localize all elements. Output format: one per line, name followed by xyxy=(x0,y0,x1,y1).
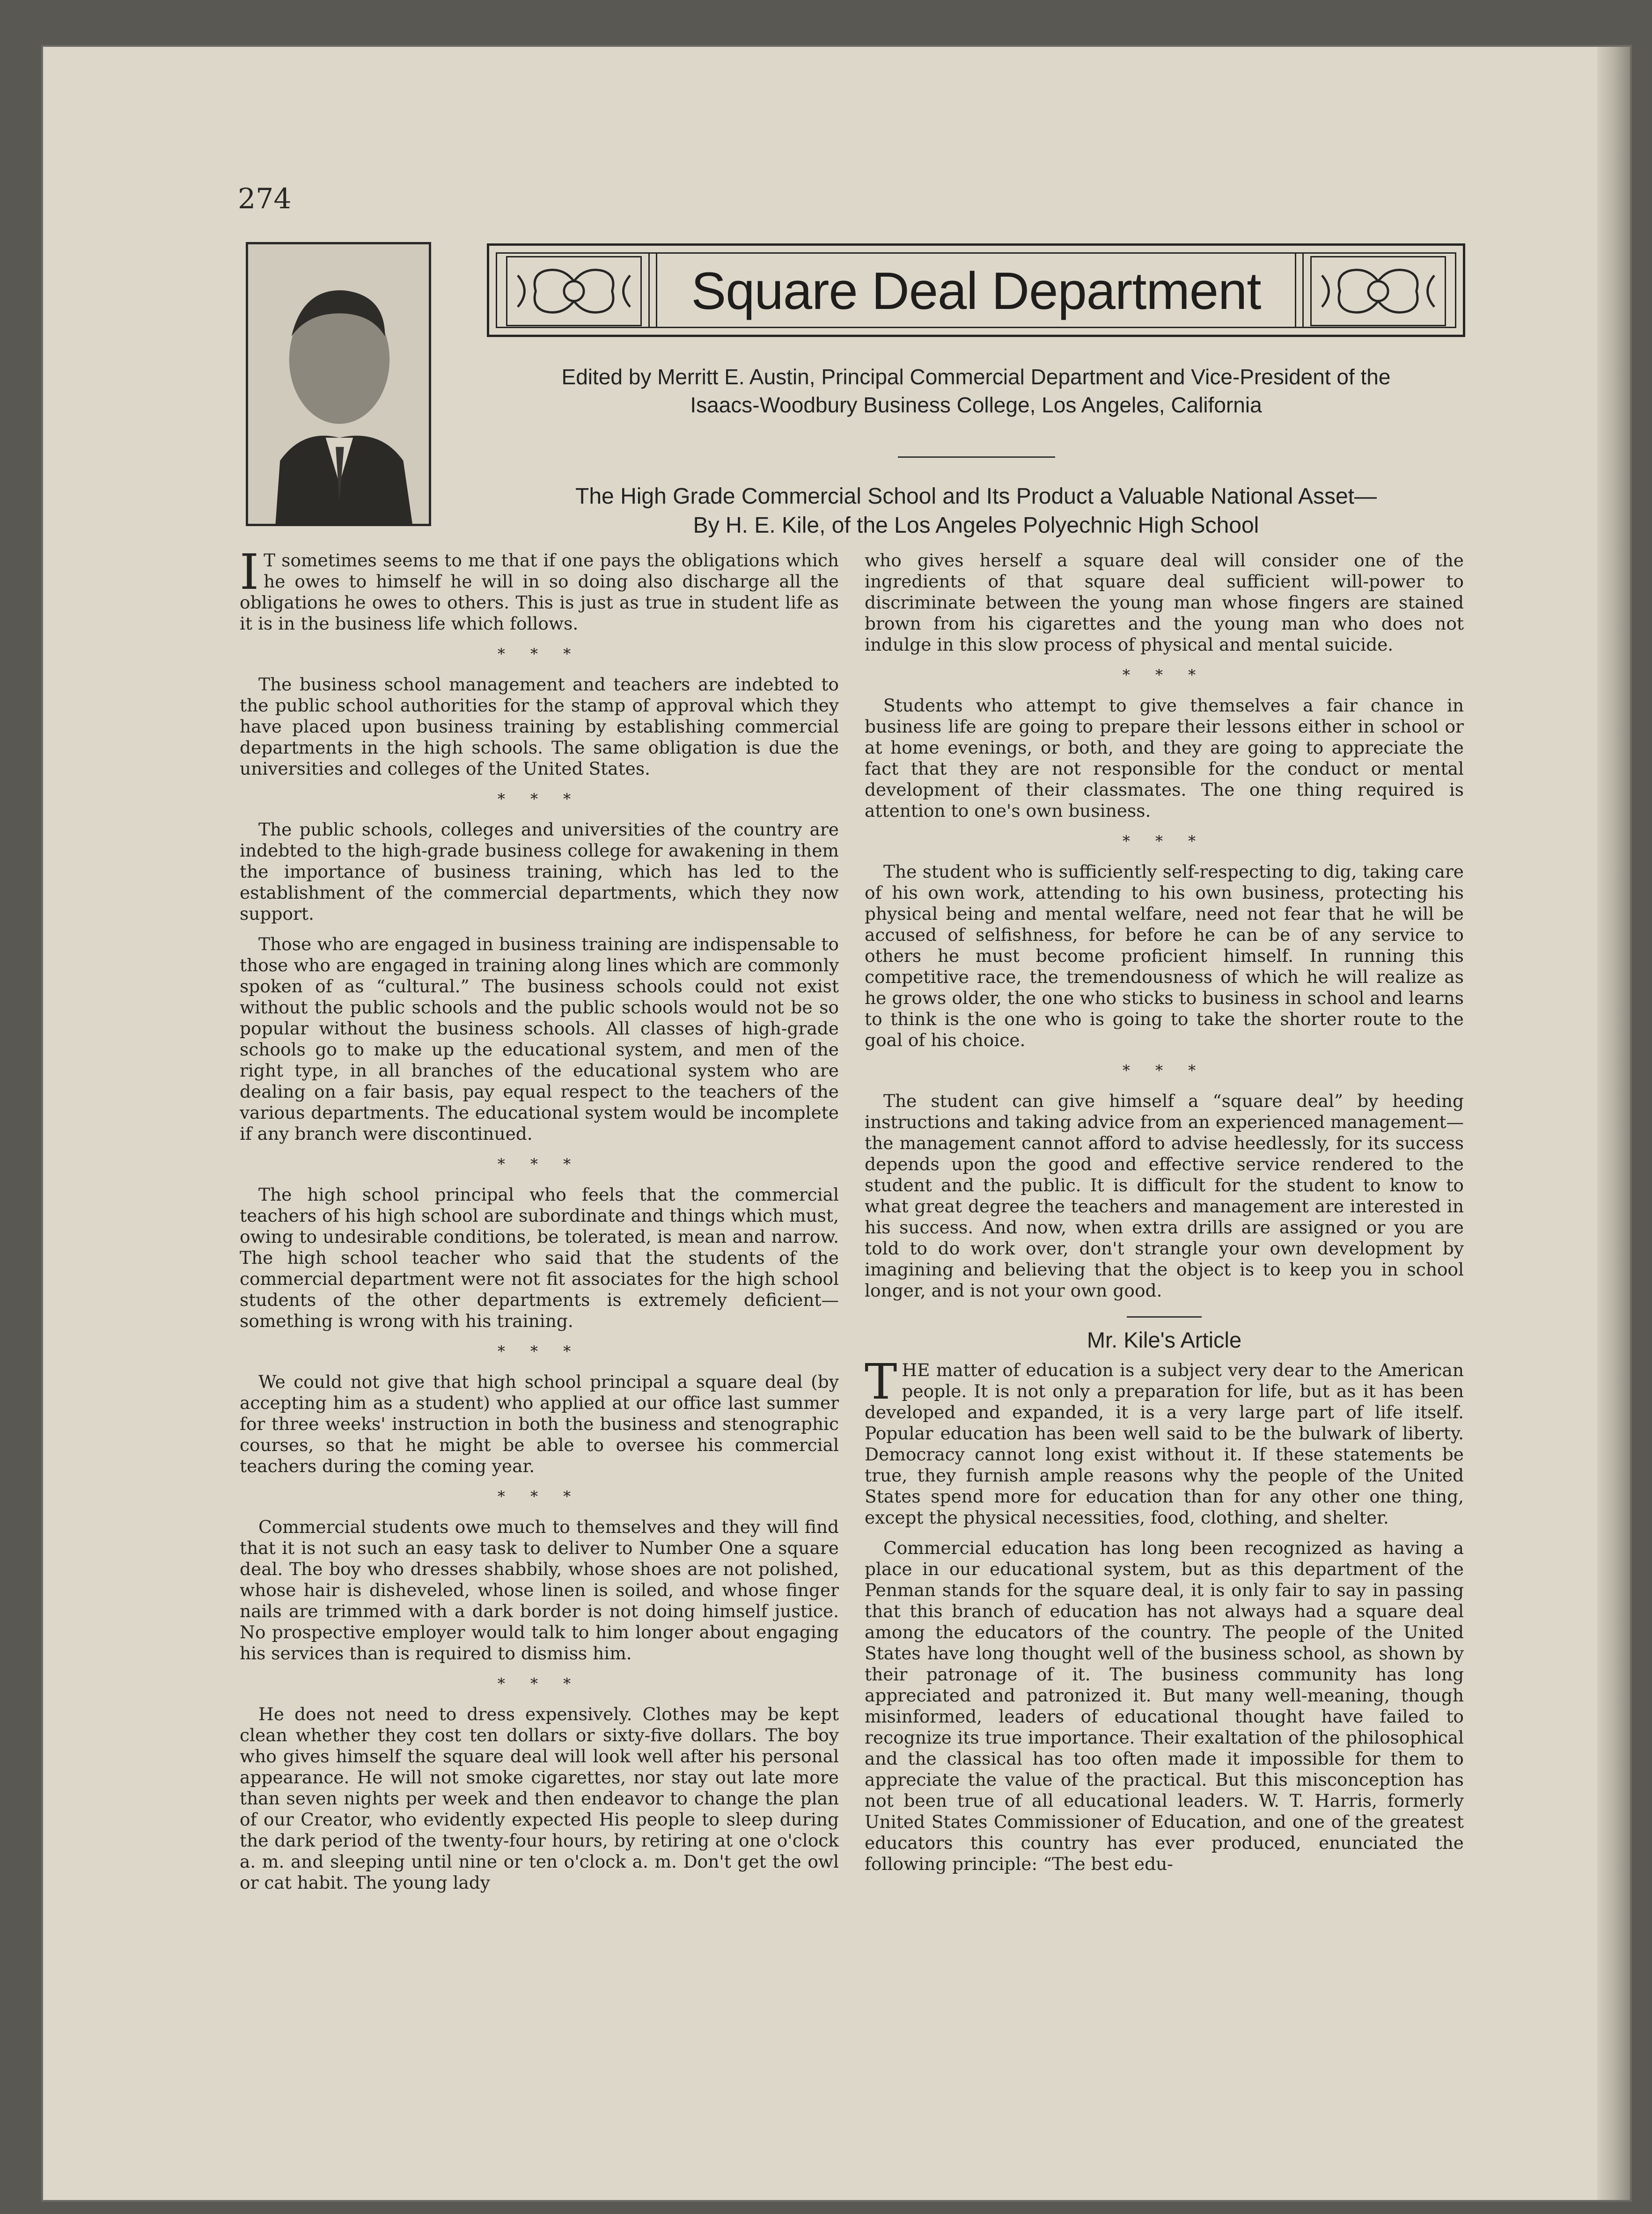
floral-ornament-icon xyxy=(506,256,642,326)
paragraph: Commercial education has long been recognized as having a place in our educational system, but as this department of the Penman stands for the square deal, it is only fair to say in passing that this branch of education has not always had a square deal among the educators of the country. The people of the United States have long thought well of the business school, as shown by their patronage of it. The business community has long appreciated and patronized it. But many well-meaning, though misinformed, leaders of educational thought have failed to recognize its true importance. Their exaltation of the philosophical and the classical has too often made it impossible for them to appreciate the value of the practical. But this misconception has not been true of all educational leaders. W. T. Harris, formerly United States Commissioner of Education, and one of the greatest educators this country has ever produced, enunciated the following principle: “The best edu- xyxy=(865,1538,1464,1874)
paragraph: Students who attempt to give themselves a fair chance in business life are going to prepare their lessons either in school or at home evenings, or both, and they are going to appreciate the fact that they are not responsible for the conduct or mental development of their classmates. The one thing required is attention to one's own business. xyxy=(865,695,1464,821)
paragraph: The student who is sufficiently self-respecting to dig, taking care of his own work, attending to his own business, protecting his physical being and mental welfare, need not fear that he will be accused of selfishness, for before he can be of any service to others he must become proficient himself. In running this competitive race, the tremendousness of which he will realize as he grows older, the one who sticks to business in school and learns to think is the one who is going to take the shorter route to the goal of his choice. xyxy=(865,861,1464,1050)
editor-credit xyxy=(487,363,1465,419)
drop-cap: I xyxy=(240,543,259,601)
page-number: 274 xyxy=(238,183,292,215)
banner-divider xyxy=(656,252,657,328)
left-column xyxy=(240,543,839,1903)
drop-cap: T xyxy=(865,1353,897,1410)
article-title xyxy=(487,482,1465,540)
section-separator: * * * xyxy=(497,1342,581,1360)
section-separator: * * * xyxy=(497,1155,581,1173)
paragraph: He does not need to dress expensively. Clothes may be kept clean whether they cost ten dollars or sixty-five dollars. The boy who gives himself the square deal will look well after his personal appearance. He will not smoke cigarettes, nor stay out late more than seven nights per week and then endeavor to change the plan of our Creator, who evidently expected His people to sleep during the dark period of the twenty-four hours, by retiring at one o'clock a. m. and sleeping until nine or ten o'clock a. m. Don't get the owl or cat habit. The young lady xyxy=(240,1704,839,1893)
banner-divider xyxy=(648,252,650,328)
paragraph: Those who are engaged in business training are indispensable to those who are engaged in training along lines which are commonly spoken of as “cultural.” The business schools could not exist without the public schools and the public schools would not be so popular without the business schools. All classes of high-grade schools go to make up the educational system, and men of the right type, in all branches of the educational system who are dealing on a fair basis, pay equal respect to the teachers of the various departments. The educational system would be incomplete if any branch were discontinued. xyxy=(240,934,839,1144)
department-title: Square Deal Department xyxy=(691,262,1261,320)
section-separator: * * * xyxy=(1122,666,1206,684)
portrait-photo xyxy=(246,242,431,526)
section-separator: * * * xyxy=(497,790,581,808)
editor-line: Isaacs-Woodbury Business College, Los Angeles, California xyxy=(690,393,1262,417)
right-column xyxy=(865,550,1464,1884)
section-separator: * * * xyxy=(497,1675,581,1693)
article-title-line: The High Grade Commercial School and Its Product a Valuable National Asset— xyxy=(575,484,1377,509)
editor-line: Edited by Merritt E. Austin, Principal Commercial Department and Vice-President of the xyxy=(561,365,1391,389)
paragraph: The public schools, colleges and universities of the country are indebted to the high-grade business college for awakening in them the importance of business training, which has led to the establishment of the commercial departments, which they now support. xyxy=(240,819,839,924)
paragraph: The business school management and teachers are indebted to the public school authorities for the stamp of approval which they have placed upon business training by establishing commercial departments in the high schools. The same obligation is due the universities and colleges of the United States. xyxy=(240,674,839,779)
paragraph: We could not give that high school principal a square deal (by accepting him as a student) who applied at our office last summer for three weeks' instruction in both the business and stenographic courses, so that he might be able to oversee his commercial teachers during the coming year. xyxy=(240,1371,839,1476)
article-byline: By H. E. Kile, of the Los Angeles Polyechnic High School xyxy=(693,513,1259,538)
paragraph: The student can give himself a “square deal” by heeding instructions and taking advice from an experienced management—the management cannot afford to advise heedlessly, for its success depends upon the good and effective service rendered to the student and the public. It is difficult for the student to know to what great degree the teachers and management are interested in his success. And now, when extra drills are assigned or you are told to do work over, don't strangle your own development by imagining and believing that the object is to keep you in school longer, and is not your own good. xyxy=(865,1091,1464,1301)
floral-ornament-icon xyxy=(1310,256,1446,326)
section-separator: * * * xyxy=(497,1488,581,1505)
section-separator: * * * xyxy=(1122,832,1206,850)
paragraph: I T sometimes seems to me that if one pays the obligations which he owes to himself he will in so doing also discharge all the obligations he owes to others. This is just as true in student life as it is in the business life which follows. xyxy=(240,543,839,634)
banner-divider xyxy=(1302,252,1304,328)
paragraph: The high school principal who feels that the commercial teachers of his high school are subordinate and things which must, owing to undesirable conditions, be tolerated, is mean and narrow. The high school teacher who said that the students of the commercial department were not fit associates for the high school students of the other departments is extremely deficient—something is wrong with his training. xyxy=(240,1184,839,1331)
paragraph: who gives herself a square deal will consider one of the ingredients of that square deal sufficient will-power to discriminate between the young man whose fingers are stained brown from his cigarettes and the young man who does not indulge in this slow process of physical and mental suicide. xyxy=(865,550,1464,655)
paragraph: THE matter of education is a subject very dear to the American people. It is not only a preparation for life, but as it has been developed and expanded, it is a very large part of life itself. Popular education has been well said to be the bulwark of liberty. Democracy cannot long exist without it. If these statements be true, they furnish ample reasons why the people of the United States spend more for education than for any other one thing, except the physical necessities, food, clothing, and shelter. xyxy=(865,1353,1464,1528)
paragraph: Commercial students owe much to themselves and they will find that it is not such an easy task to deliver to Number One a square deal. The boy who dresses shabbily, whose shoes are not polished, whose hair is disheveled, whose linen is soiled, and whose finger nails are trimmed with a dark border is not doing himself justice. No prospective employer would talk to him longer about engaging his services than is required to dismiss him. xyxy=(240,1517,839,1664)
section-separator: * * * xyxy=(497,645,581,663)
department-banner xyxy=(487,243,1465,337)
section-separator: * * * xyxy=(1122,1062,1206,1079)
binding-gutter xyxy=(1597,47,1630,2200)
section-heading: Mr. Kile's Article xyxy=(865,1329,1464,1350)
divider-rule xyxy=(898,456,1055,458)
banner-divider xyxy=(1295,252,1296,328)
